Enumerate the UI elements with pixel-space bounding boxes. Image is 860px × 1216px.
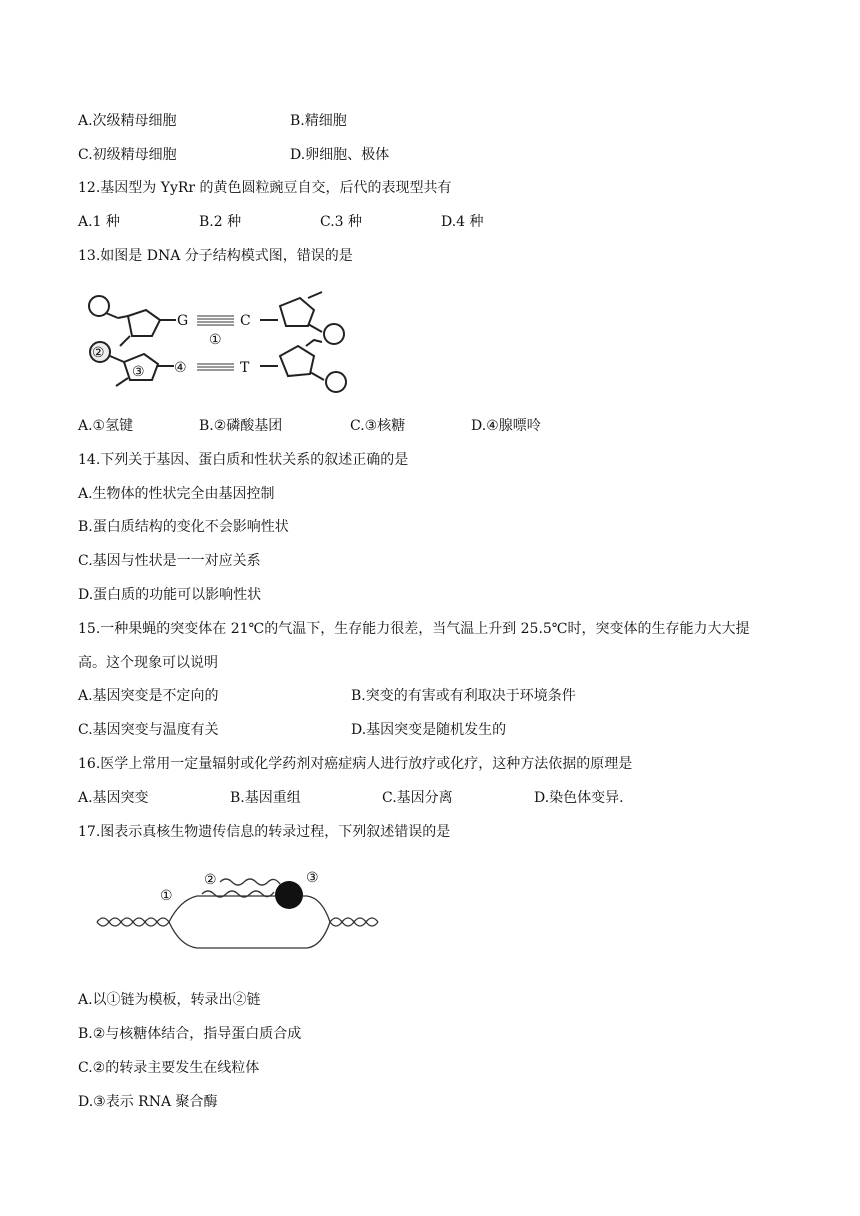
q13-option-a: A.①氢键 [78, 418, 134, 434]
dna-structure-diagram [82, 284, 372, 404]
q16-stem: 16.医学上常用一定量辐射或化学药剂对癌症病人进行放疗或化疗，这种方法依据的原理是 [78, 756, 633, 772]
q16-option-a: A.基因突变 [78, 790, 149, 806]
q14-stem: 14.下列关于基因、蛋白质和性状关系的叙述正确的是 [78, 452, 409, 468]
q11-option-d: D.卵细胞、极体 [290, 147, 390, 163]
base-t-label: T [240, 360, 250, 376]
q17-option-c: C.②的转录主要发生在线粒体 [78, 1060, 260, 1076]
q11-option-a: A.次级精母细胞 [78, 113, 177, 129]
q16-option-c: C.基因分离 [382, 790, 453, 806]
mark-2: ② [204, 872, 217, 888]
base-c-label: C [240, 313, 251, 329]
q14-option-a: A.生物体的性状完全由基因控制 [78, 486, 275, 502]
base-g-label: G [177, 313, 189, 329]
q14-option-d: D.蛋白质的功能可以影响性状 [78, 587, 262, 603]
q14-option-c: C.基因与性状是一一对应关系 [78, 553, 261, 569]
phosphate-circle [324, 324, 344, 344]
q13-stem: 13.如图是 DNA 分子结构模式图，错误的是 [78, 248, 353, 264]
coding-strand [169, 922, 330, 948]
mark-1: ① [209, 332, 222, 348]
q15-option-c: C.基因突变与温度有关 [78, 722, 219, 738]
phosphate-circle [326, 372, 346, 392]
q12-option-a: A.1 种 [78, 214, 120, 230]
q15-option-d: D.基因突变是随机发生的 [351, 722, 507, 738]
q11-option-b: B.精细胞 [290, 113, 347, 129]
q13-option-d: D.④腺嘌呤 [471, 418, 541, 434]
q17-stem: 17.图表示真核生物遗传信息的转录过程，下列叙述错误的是 [78, 824, 451, 840]
q12-stem: 12.基因型为 YyRr 的黄色圆粒豌豆自交，后代的表现型共有 [78, 180, 452, 196]
q15-option-b: B.突变的有害或有利取决于环境条件 [351, 688, 576, 704]
q16-option-b: B.基因重组 [230, 790, 301, 806]
q17-option-b: B.②与核糖体结合，指导蛋白质合成 [78, 1026, 302, 1042]
deoxyribose-pentagon [280, 298, 314, 326]
deoxyribose-pentagon [280, 346, 314, 376]
transcription-diagram [92, 856, 392, 966]
rna-polymerase-circle [275, 881, 303, 909]
q11-option-c: C.初级精母细胞 [78, 147, 177, 163]
mark-1: ① [160, 888, 173, 904]
mark-2: ② [92, 345, 105, 361]
q15-option-a: A.基因突变是不定向的 [78, 688, 219, 704]
q12-option-b: B.2 种 [199, 214, 242, 230]
template-strand [169, 896, 330, 922]
deoxyribose-pentagon [128, 310, 160, 336]
mark-3: ③ [306, 870, 319, 886]
q14-option-b: B.蛋白质结构的变化不会影响性状 [78, 519, 289, 535]
q13-option-c: C.③核糖 [350, 418, 406, 434]
q15-stem-line2: 高。这个现象可以说明 [78, 655, 218, 671]
mark-4: ④ [174, 360, 187, 376]
q13-option-b: B.②磷酸基团 [199, 418, 283, 434]
q12-option-d: D.4 种 [441, 214, 484, 230]
q12-option-c: C.3 种 [320, 214, 363, 230]
mark-3: ③ [132, 364, 145, 380]
q15-stem-line1: 15.一种果蝇的突变体在 21℃的气温下，生存能力很差，当气温上升到 25.5℃时，突变体的生存能力大大提 [78, 621, 750, 637]
q17-option-d: D.③表示 RNA 聚合酶 [78, 1094, 218, 1110]
q16-option-d: D.染色体变异. [534, 790, 624, 806]
q17-option-a: A.以①链为模板，转录出②链 [78, 992, 261, 1008]
